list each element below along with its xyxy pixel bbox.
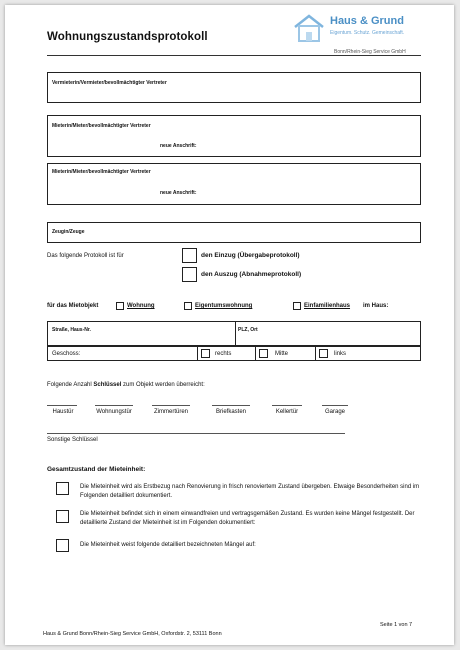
- checkbox-middle[interactable]: [259, 349, 268, 358]
- page-title: Wohnungszustandsprotokoll: [47, 31, 208, 43]
- header-rule: [47, 55, 421, 56]
- key-count-line[interactable]: [322, 405, 348, 406]
- logo-brand: Haus & Grund: [330, 15, 404, 27]
- key-item: Garage: [324, 409, 345, 415]
- condition-good: Die Mieteinheit befindet sich in einem einwandfreien und vertragsgemäßen Zustand. Es wurden keine Mängel festgestellt. Der detaillierte Zustand der Mieteinheit ist im Folgenden dokumentiert:: [80, 511, 415, 526]
- type-condo: Eigentumswohnung: [195, 303, 253, 309]
- landlord-field[interactable]: [47, 72, 421, 103]
- property-suffix: im Haus:: [363, 303, 389, 309]
- key-count-line[interactable]: [47, 405, 77, 406]
- other-keys-label: Sonstige Schlüssel: [47, 437, 98, 443]
- floor-label: Geschoss:: [52, 351, 81, 357]
- address-row: [47, 321, 421, 346]
- checkbox-house[interactable]: [293, 302, 301, 310]
- logo-subtitle: Bonn/Rhein-Sieg Service GmbH: [334, 49, 406, 55]
- tenant2-field[interactable]: [47, 163, 421, 205]
- key-item: Kellertür: [275, 409, 299, 415]
- pos-middle: Mitte: [275, 351, 289, 357]
- document-page: [5, 5, 454, 645]
- type-house: Einfamilienhaus: [304, 303, 351, 309]
- witness-field[interactable]: [47, 222, 421, 243]
- pos-right: rechts: [215, 351, 232, 357]
- street-label: Straße, Haus-Nr.: [52, 327, 91, 333]
- condition-renovated: Die Mieteinheit wird als Erstbezug nach Renovierung in frisch renoviertem Zustand übergeben. Etwaige Besonderheiten sind im Folgenden detailliert dokumentiert.: [80, 484, 420, 499]
- tenant1-label: Mieterin/Mieter/bevollmächtigter Vertreter: [52, 123, 151, 129]
- witness-label: Zeugin/Zeuge: [52, 229, 85, 235]
- checkbox-condition-good[interactable]: [56, 510, 69, 523]
- city-label: PLZ, Ort: [238, 327, 258, 333]
- property-prefix: für das Mietobjekt: [47, 303, 99, 309]
- key-item: Haustür: [52, 409, 74, 415]
- checkbox-flat[interactable]: [116, 302, 124, 310]
- tenant2-address-label: neue Anschrift:: [160, 190, 197, 196]
- other-keys-line[interactable]: [47, 433, 345, 434]
- checkbox-right[interactable]: [201, 349, 210, 358]
- keys-intro: Folgende Anzahl Schlüssel zum Objekt werden überreicht:: [47, 382, 205, 388]
- footer-company: Haus & Grund Bonn/Rhein-Sieg Service GmbH, Oxfordstr. 2, 53111 Bonn: [43, 631, 222, 637]
- page-number: Seite 1 von 7: [380, 622, 413, 628]
- option-move-out: den Auszug (Abnahmeprotokoll): [201, 271, 302, 278]
- type-flat: Wohnung: [127, 303, 155, 309]
- key-count-line[interactable]: [152, 405, 190, 406]
- key-item: Briefkasten: [215, 409, 246, 415]
- key-count-line[interactable]: [212, 405, 250, 406]
- tenant1-field[interactable]: [47, 115, 421, 157]
- key-count-line[interactable]: [95, 405, 133, 406]
- checkbox-condition-renovated[interactable]: [56, 482, 69, 495]
- protocol-intro: Das folgende Protokoll ist für: [47, 253, 124, 259]
- logo-tagline: Eigentum. Schutz. Gemeinschaft.: [330, 30, 405, 36]
- floor-row: [47, 346, 421, 361]
- checkbox-move-out[interactable]: [182, 267, 197, 282]
- key-item: Zimmertüren: [153, 409, 188, 415]
- checkbox-condo[interactable]: [184, 302, 192, 310]
- condition-defects: Die Mieteinheit weist folgende detailliert bezeichneten Mängel auf:: [80, 542, 256, 548]
- pos-left: links: [334, 351, 347, 357]
- tenant1-address-label: neue Anschrift:: [160, 143, 197, 149]
- house-logo-icon: [292, 13, 326, 43]
- option-move-in: den Einzug (Übergabeprotokoll): [201, 252, 300, 259]
- condition-heading: Gesamtzustand der Mieteinheit:: [47, 466, 146, 473]
- key-count-line[interactable]: [272, 405, 302, 406]
- checkbox-condition-defects[interactable]: [56, 539, 69, 552]
- checkbox-move-in[interactable]: [182, 248, 197, 263]
- checkbox-left[interactable]: [319, 349, 328, 358]
- key-item: Wohnungstür: [96, 409, 132, 415]
- landlord-label: Vermieterin/Vermieter/bevollmächtigter Vertreter: [52, 80, 167, 86]
- company-logo: [292, 13, 442, 58]
- tenant2-label: Mieterin/Mieter/bevollmächtigter Vertreter: [52, 169, 151, 175]
